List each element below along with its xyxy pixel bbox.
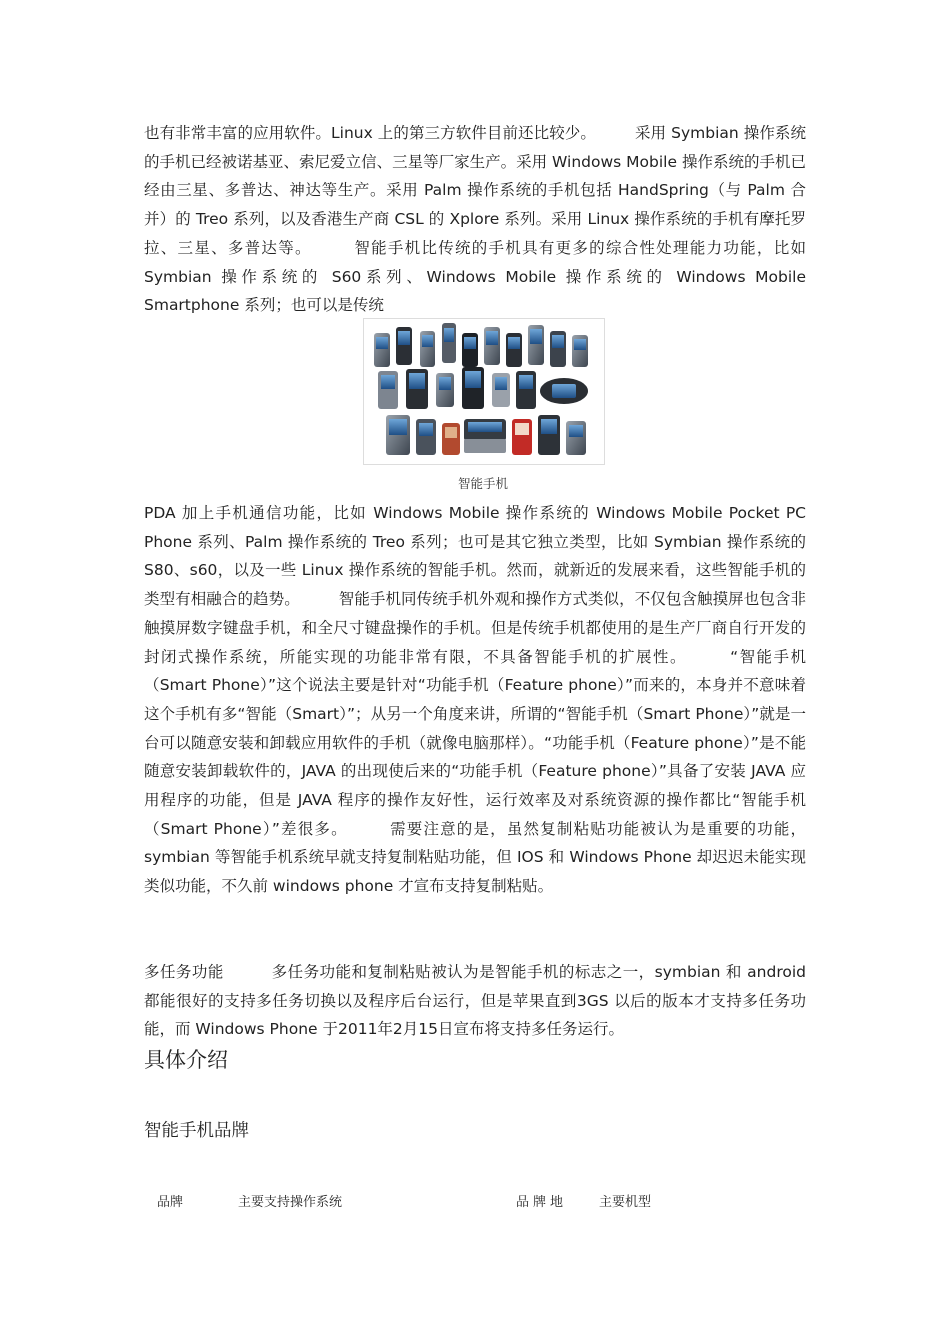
figure-caption: 智能手机 <box>457 476 508 491</box>
smartphones-photo <box>363 318 605 465</box>
section-heading-brands: 智能手机品牌 <box>144 1121 249 1141</box>
paragraph-os-vendors: 也有非常丰富的应用软件。Linux 上的第三方软件目前还比较少。 采用 Symbian 操作系统的手机已经被诺基亚、索尼爱立信、三星等厂家生产。采用 Windows Mobile 操作系统的手机已经由三星、多普达、神达等生产。采用 Palm 操作系统的手机包括 HandSpring（与 Palm 合并）的 Treo 系列，以及香港生产商 CSL 的 Xplore 系列。采用 Linux 操作系统的手机有摩托罗拉、三星、多普达等。 智能手机比传统的手机具有更多的综合性处理能力功能，比如 Symbian 操作系统的 S60系列、Windows Mobile 操作系统的 Windows Mobile Smartphone 系列；也可以是传统 <box>144 124 806 315</box>
table-header-origin: 品牌地 <box>516 1195 568 1210</box>
paragraph-smartphone-types: PDA 加上手机通信功能，比如 Windows Mobile 操作系统的 Windows Mobile Pocket PC Phone 系列、Palm 操作系统的 Treo 系列；也可是其它独立类型，比如 Symbian 操作系统的 S80、s60，以及一些 Linux 操作系统的智能手机。然而，就新近的发展来看，这些智能手机的类型有相融合的趋势。 智能手机同传统手机外观和操作方式类似，不仅包含触摸屏也包含非触摸屏数字键盘手机，和全尺寸键盘操作的手机。但是传统手机都使用的是生产厂商自行开发的封闭式操作系统，所能实现的功能非常有限，不具备智能手机的扩展性。 “智能手机（Smart Phone）”这个说法主要是针对“功能手机（Feature phone）”而来的，本身并不意味着这个手机有多“智能（Smart）”；从另一个角度来讲，所谓的“智能手机（Smart Phone）”就是一台可以随意安装和卸载应用软件的手机（就像电脑那样）。“功能手机（Feature phone）”是不能随意安装卸载软件的，JAVA 的出现使后来的“功能手机（Feature phone）”具备了安装 JAVA 应用程序的功能，但是 JAVA 程序的操作友好性，运行效率及对系统资源的操作都比“智能手机（Smart Phone）”差很多。 需要注意的是，虽然复制粘贴功能被认为是重要的功能，symbian 等智能手机系统早就支持复制粘贴功能，但 IOS 和 Windows Phone 却迟迟未能实现类似功能，不久前 windows phone 才宣布支持复制粘贴。 <box>144 504 806 896</box>
table-header-brand: 品牌 <box>157 1195 184 1210</box>
paragraph-multitasking: 多任务功能 多任务功能和复制粘贴被认为是智能手机的标志之一，symbian 和 android 都能很好的支持多任务切换以及程序后台运行，但是苹果直到3GS 以后的版本才支持多任务功能，而 Windows Phone 于2011年2月15日宣布将支持多任务运行。 <box>144 963 806 1039</box>
smartphones-illustration <box>364 319 604 464</box>
table-header-models: 主要机型 <box>599 1195 652 1210</box>
table-header-os: 主要支持操作系统 <box>238 1195 343 1210</box>
section-heading-intro: 具体介绍 <box>144 1048 228 1072</box>
